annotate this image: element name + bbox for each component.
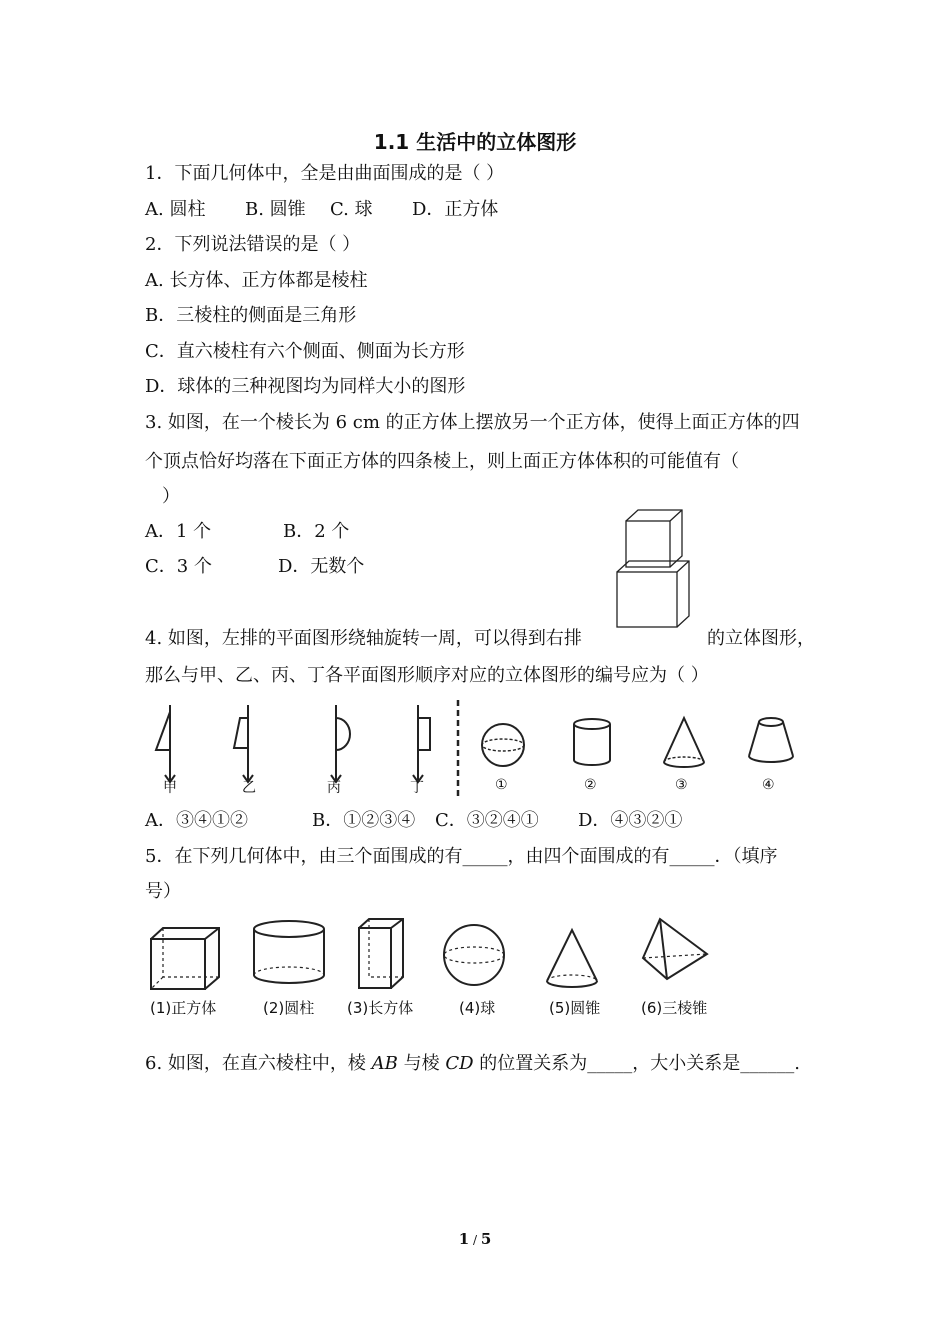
q2-option-a: A. 长方体、正方体都是棱柱 [145, 270, 368, 291]
solid-cuboid [359, 919, 403, 988]
page-title: 1.1 生活中的立体图形 [373, 130, 577, 154]
figure-jia-triangle [156, 705, 175, 782]
q6-post: 的位置关系为_____，大小关系是______. [473, 1053, 800, 1074]
page-number [0, 1230, 950, 1248]
solid-cylinder-2 [254, 921, 324, 983]
fig-label-4: ④ [762, 777, 775, 793]
page-total: 5 [480, 1230, 492, 1248]
solid-label-1: (1)正方体 [150, 999, 217, 1017]
q3-option-a: A．1 个 [145, 521, 212, 542]
q6-line [145, 1053, 800, 1075]
q1-option-c: C. 球 [330, 199, 373, 220]
q3-option-c: C．3 个 [145, 556, 212, 577]
q2-stem: 2．下列说法错误的是（ ） [145, 234, 361, 255]
q4-option-d: D．④③②① [578, 810, 683, 831]
solid-cylinder [574, 719, 610, 765]
solid-triangular-pyramid [643, 919, 707, 979]
page-current: 1 [458, 1230, 470, 1248]
edge-ab: AB [371, 1053, 398, 1074]
solid-frustum [749, 718, 793, 762]
q2-option-d: D．球体的三种视图均为同样大小的图形 [145, 376, 466, 397]
q3-option-b: B．2 个 [283, 521, 350, 542]
solid-sphere [482, 724, 524, 766]
figure-yi-trapezoid [234, 705, 253, 782]
stacked-cubes-figure [610, 505, 700, 630]
q4-option-c: C．③②④① [435, 810, 539, 831]
q2-option-b: B．三棱柱的侧面是三角形 [145, 305, 357, 326]
q4-line1-end: 的立体图形， [707, 628, 815, 649]
fig-label-2: ② [584, 777, 597, 793]
q6-pre: 6. 如图，在直六棱柱中，棱 [145, 1053, 372, 1074]
solid-cube [151, 928, 219, 989]
figure-bing-semicircle [331, 705, 350, 782]
solid-cone-2 [547, 930, 597, 987]
q4-option-a: A．③④①② [145, 810, 248, 831]
solid-label-4: (4)球 [459, 999, 496, 1017]
fig-label-ding: 丁 [410, 780, 424, 796]
solid-sphere-2 [444, 925, 504, 985]
page-separator: / [469, 1233, 481, 1247]
solid-label-5: (5)圆锥 [549, 999, 601, 1017]
edge-cd: CD [445, 1053, 474, 1074]
q5-line1: 5．在下列几何体中，由三个面围成的有_____，由四个面围成的有_____．（填序 [145, 846, 778, 867]
solids-row [145, 915, 715, 995]
q3-option-d: D．无数个 [278, 556, 365, 577]
fig-label-yi: 乙 [242, 780, 256, 796]
figure-ding-rectangle [413, 705, 430, 782]
solid-cone [664, 718, 704, 767]
solid-label-2: (2)圆柱 [263, 999, 315, 1017]
q1-option-d: D．正方体 [412, 199, 499, 220]
fig-label-jia: 甲 [163, 780, 177, 796]
q4-line1-start: 4. 如图，左排的平面图形绕轴旋转一周，可以得到右排 [145, 628, 582, 649]
q6-mid: 与棱 [397, 1053, 446, 1074]
solid-label-6: (6)三棱锥 [641, 999, 708, 1017]
q4-line2: 那么与甲、乙、丙、丁各平面图形顺序对应的立体图形的编号应为（ ） [145, 665, 709, 686]
fig-label-1: ① [495, 777, 508, 793]
q2-option-c: C．直六棱柱有六个侧面、侧面为长方形 [145, 341, 465, 362]
q4-option-b: B．①②③④ [312, 810, 416, 831]
q3-line3: ） [162, 486, 180, 507]
q1-option-b: B. 圆锥 [245, 199, 306, 220]
q1-stem: 1．下面几何体中，全是由曲面围成的是（ ） [145, 163, 505, 184]
fig-label-bing: 丙 [327, 780, 341, 796]
q3-line2: 个顶点恰好均落在下面正方体的四条棱上，则上面正方体体积的可能值有（ [145, 451, 739, 472]
q1-option-a: A. 圆柱 [145, 199, 206, 220]
fig-label-3: ③ [675, 777, 688, 793]
q5-line2: 号） [145, 881, 181, 902]
solid-label-3: (3)长方体 [347, 999, 414, 1017]
q3-line1: 3. 如图，在一个棱长为 6 cm 的正方体上摆放另一个正方体，使得上面正方体的四 [145, 412, 800, 433]
